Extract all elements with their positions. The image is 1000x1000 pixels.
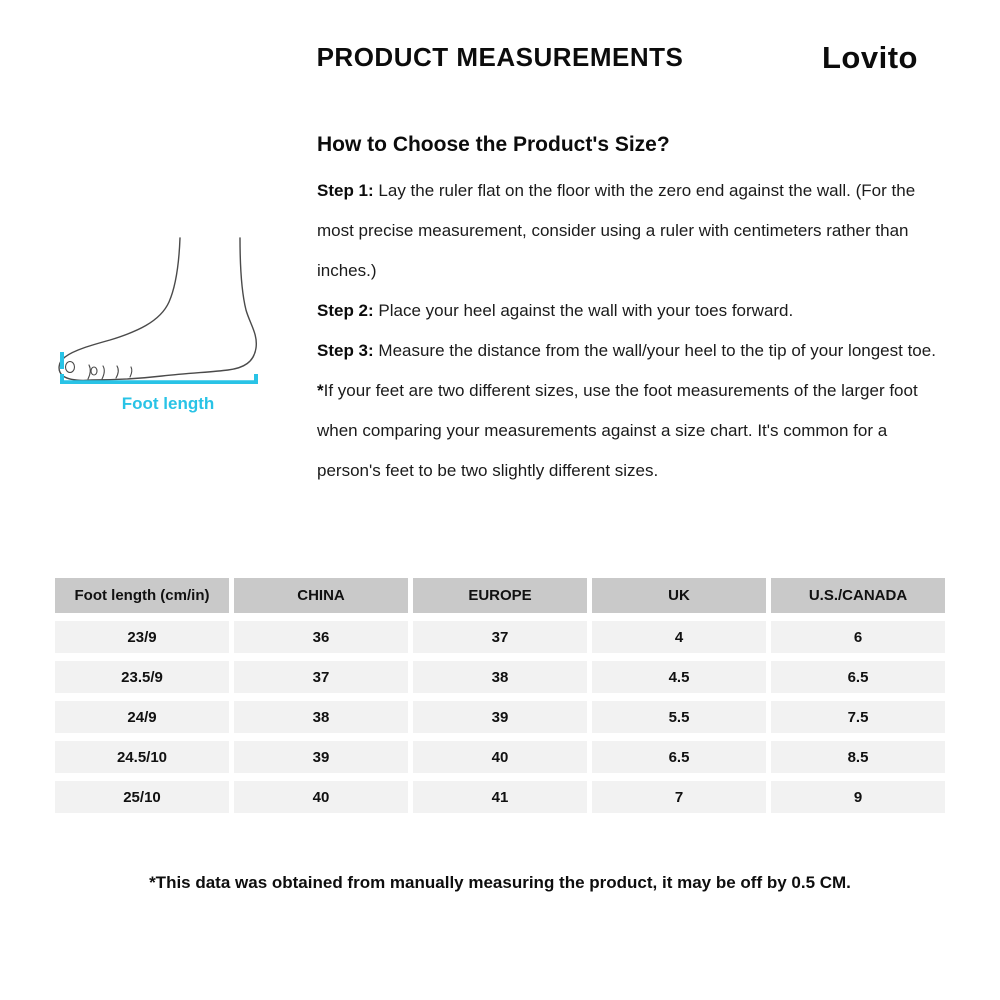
asterisk-label: * bbox=[317, 381, 324, 400]
size-cell: 38 bbox=[413, 661, 587, 693]
column-header-foot-length: Foot length (cm/in) bbox=[55, 578, 229, 613]
size-cell: 7.5 bbox=[771, 701, 945, 733]
size-cell: 24/9 bbox=[55, 701, 229, 733]
size-cell: 9 bbox=[771, 781, 945, 813]
size-cell: 23/9 bbox=[55, 621, 229, 653]
guide-asterisk-note bbox=[317, 371, 945, 491]
column-header-uk: UK bbox=[592, 578, 766, 613]
step-3-label: Step 3: bbox=[317, 341, 374, 360]
column-header-china: CHINA bbox=[234, 578, 408, 613]
column-header-us-canada: U.S./CANADA bbox=[771, 578, 945, 613]
asterisk-text: If your feet are two different sizes, use the foot measurements of the larger foot when comparing your measurements against a size chart. It's common for a person's feet to be two slightly different sizes. bbox=[317, 381, 918, 480]
foot-illustration-icon bbox=[52, 234, 284, 384]
measurement-disclaimer: *This data was obtained from manually measuring the product, it may be off by 0.5 CM. bbox=[149, 873, 851, 892]
size-table bbox=[55, 578, 945, 813]
size-guide bbox=[317, 133, 945, 491]
guide-heading: How to Choose the Product's Size? bbox=[317, 133, 670, 156]
step-3-text: Measure the distance from the wall/your heel to the tip of your longest toe. bbox=[373, 341, 936, 360]
size-cell: 7 bbox=[592, 781, 766, 813]
size-cell: 6.5 bbox=[592, 741, 766, 773]
size-cell: 40 bbox=[413, 741, 587, 773]
size-cell: 6.5 bbox=[771, 661, 945, 693]
size-cell: 37 bbox=[234, 661, 408, 693]
size-cell: 6 bbox=[771, 621, 945, 653]
column-header-europe: EUROPE bbox=[413, 578, 587, 613]
size-cell: 23.5/9 bbox=[55, 661, 229, 693]
size-cell: 24.5/10 bbox=[55, 741, 229, 773]
size-cell: 37 bbox=[413, 621, 587, 653]
step-1-label: Step 1: bbox=[317, 181, 374, 200]
foot-length-label: Foot length bbox=[121, 394, 215, 413]
foot-diagram bbox=[52, 234, 284, 414]
size-cell: 40 bbox=[234, 781, 408, 813]
page-title: PRODUCT MEASUREMENTS bbox=[316, 42, 684, 72]
size-cell: 38 bbox=[234, 701, 408, 733]
size-cell: 4 bbox=[592, 621, 766, 653]
guide-step-3 bbox=[317, 331, 945, 371]
guide-step-2 bbox=[317, 291, 945, 331]
size-cell: 25/10 bbox=[55, 781, 229, 813]
size-cell: 36 bbox=[234, 621, 408, 653]
size-cell: 41 bbox=[413, 781, 587, 813]
size-cell: 39 bbox=[413, 701, 587, 733]
size-cell: 8.5 bbox=[771, 741, 945, 773]
step-2-label: Step 2: bbox=[317, 301, 374, 320]
step-2-text: Place your heel against the wall with your toes forward. bbox=[373, 301, 794, 320]
size-cell: 5.5 bbox=[592, 701, 766, 733]
size-cell: 39 bbox=[234, 741, 408, 773]
size-cell: 4.5 bbox=[592, 661, 766, 693]
step-1-text: Lay the ruler flat on the floor with the zero end against the wall. (For the most precise measurement, consider using a ruler with centimeters rather than inches.) bbox=[317, 181, 916, 280]
guide-step-1 bbox=[317, 171, 945, 291]
brand-logo: Lovito bbox=[822, 40, 918, 75]
